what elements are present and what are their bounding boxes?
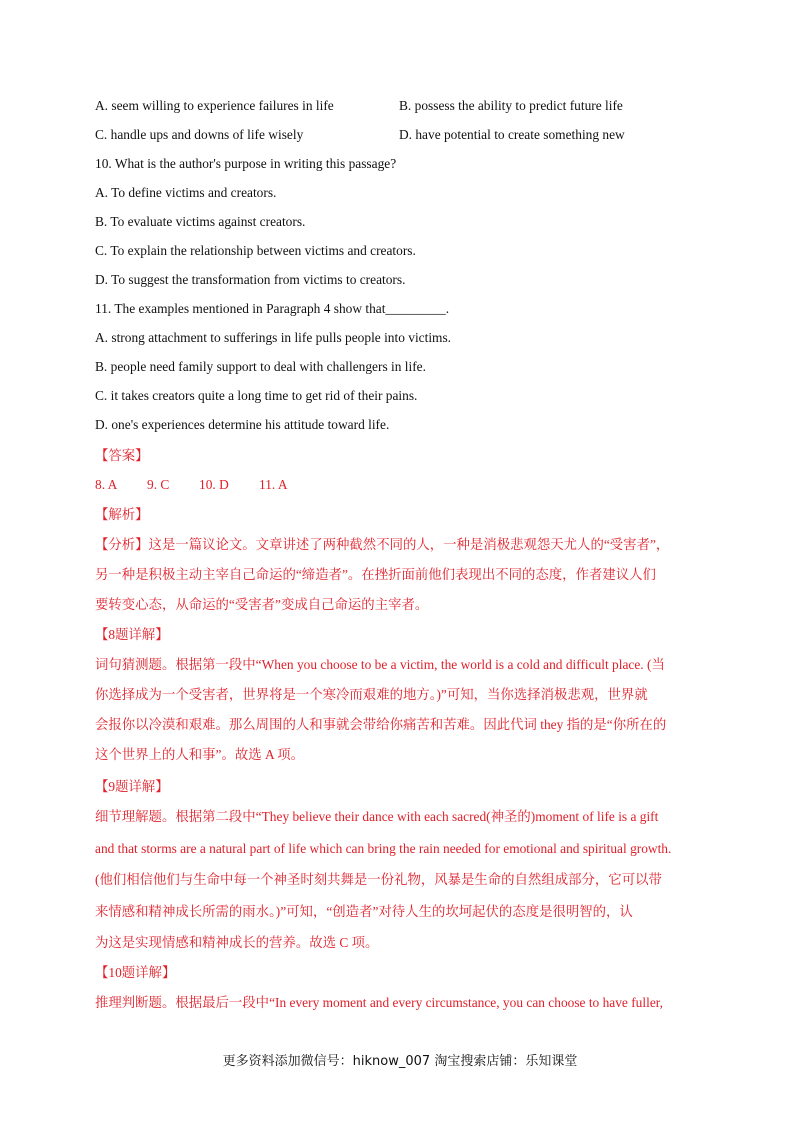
answer-item: 9. C	[147, 477, 170, 492]
analysis-line: 要转变心态，从命运的“受害者”变成自己命运的主宰者。	[95, 597, 429, 612]
q9-detail-line: and that storms are a natural part of life which can bring the rain needed for emotional and spiritual growth.	[95, 841, 672, 856]
q9-option-c: C. handle ups and downs of life wisely	[95, 127, 304, 142]
q8-detail-line: 词句猜测题。根据第一段中“When you choose to be a victim, the world is a cold and difficult place. (当	[95, 657, 665, 672]
answer-item: 10. D	[199, 477, 229, 492]
q9-option-a: A. seem willing to experience failures in life	[95, 98, 334, 113]
q9-detail-line: 为这是实现情感和精神成长的营养。故选 C 项。	[95, 935, 379, 950]
q10-detail-line: 推理判断题。根据最后一段中“In every moment and every circumstance, you can choose to have fuller,	[95, 995, 664, 1010]
q10-option-b: B. To evaluate victims against creators.	[95, 214, 306, 229]
q9-option-b: B. possess the ability to predict future life	[399, 98, 623, 113]
q11-option-a: A. strong attachment to sufferings in life pulls people into victims.	[95, 330, 452, 345]
analysis-heading: 【解析】	[95, 507, 149, 522]
q10-option-c: C. To explain the relationship between victims and creators.	[95, 243, 416, 258]
q10-detail-heading: 【10题详解】	[95, 965, 176, 980]
q9-detail-line: 来情感和精神成长所需的雨水。)”可知，“创造者”对待人生的坎坷起伏的态度是很明智的，认	[95, 904, 633, 919]
q8-detail-line: 这个世界上的人和事”。故选 A 项。	[95, 747, 305, 762]
page-footer: 更多资料添加微信号：hiknow_007 淘宝搜索店铺：乐知课堂	[222, 1054, 578, 1069]
q10-stem: 10. What is the author's purpose in writing this passage?	[95, 156, 397, 171]
answer-item: 11. A	[259, 477, 288, 492]
analysis-line: 另一种是积极主动主宰自己命运的“缔造者”。在挫折面前他们表现出不同的态度，作者建议人们	[95, 567, 656, 582]
answer-item: 8. A	[95, 477, 118, 492]
q9-detail-line: (他们相信他们与生命中每一个神圣时刻共舞是一份礼物，风暴是生命的自然组成部分，它可以带	[95, 872, 662, 887]
q9-detail-heading: 【9题详解】	[95, 779, 169, 794]
q11-stem: 11. The examples mentioned in Paragraph 4 show that_________.	[95, 301, 450, 316]
q11-option-b: B. people need family support to deal with challengers in life.	[95, 359, 426, 374]
analysis-line: 【分析】这是一篇议论文。文章讲述了两种截然不同的人，一种是消极悲观怨天尤人的“受害者”，	[95, 537, 670, 552]
q11-option-c: C. it takes creators quite a long time to get rid of their pains.	[95, 388, 418, 403]
q9-option-d: D. have potential to create something new	[399, 127, 625, 142]
q9-detail-line: 细节理解题。根据第二段中“They believe their dance with each sacred(神圣的)moment of life is a gift	[95, 809, 659, 824]
answer-list	[95, 476, 288, 494]
q10-option-a: A. To define victims and creators.	[95, 185, 277, 200]
q8-detail-heading: 【8题详解】	[95, 627, 169, 642]
q8-detail-line: 会报你以冷漠和艰难。那么周围的人和事就会带给你痛苦和苦难。因此代词 they 指的是“你所在的	[95, 717, 667, 732]
q8-detail-line: 你选择成为一个受害者，世界将是一个寒冷而艰难的地方。)”可知，当你选择消极悲观，世界就	[95, 687, 648, 702]
answer-heading: 【答案】	[95, 448, 149, 463]
q10-option-d: D. To suggest the transformation from victims to creators.	[95, 272, 406, 287]
q11-option-d: D. one's experiences determine his attitude toward life.	[95, 417, 390, 432]
